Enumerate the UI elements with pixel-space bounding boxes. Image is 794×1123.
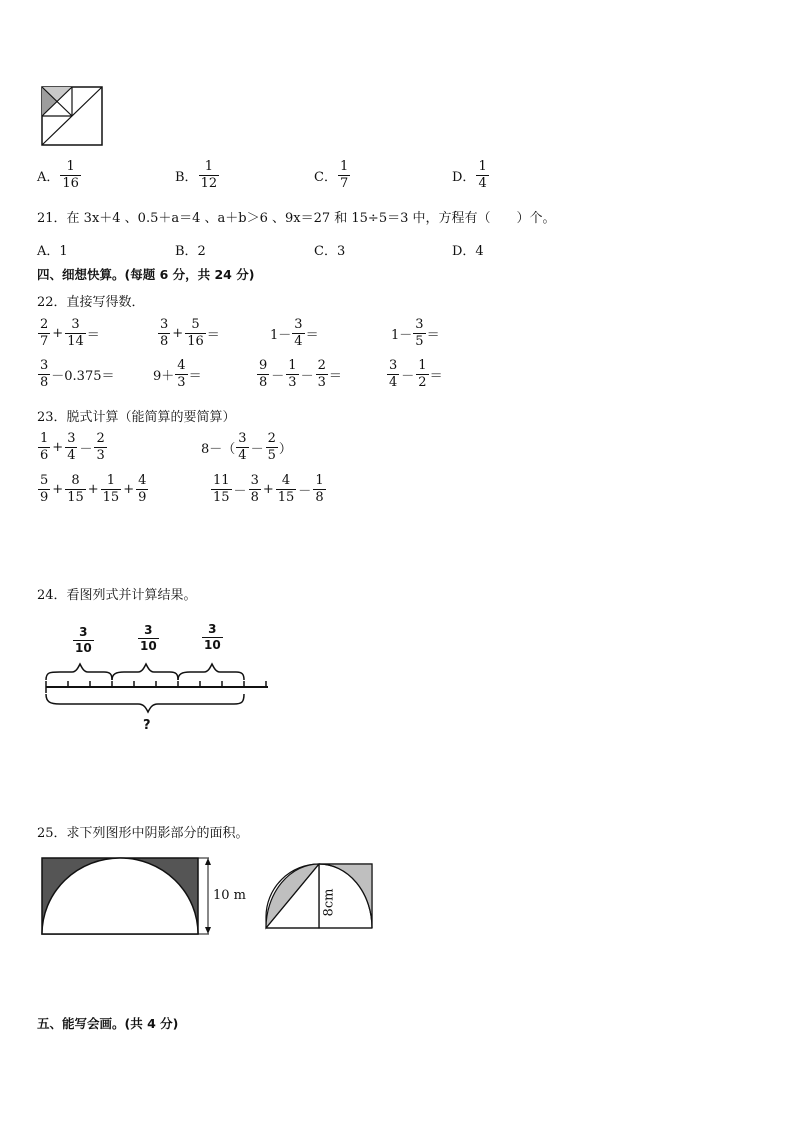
section-5-heading: 五、能写会画。(共 4 分) bbox=[37, 1016, 179, 1031]
q20-option-a: A． $\frac{1}{16}$ bbox=[37, 159, 79, 192]
q25-left-height-label: 10 m bbox=[213, 888, 247, 903]
q23-expression-1: $\frac{1}{6}$ + $\frac{3}{4}$ － $\frac{2}{3}$ bbox=[40, 431, 105, 464]
fraction: $\frac{1}{12}$ bbox=[200, 159, 218, 192]
fraction: $\frac{1}{4}$ bbox=[478, 159, 487, 192]
q20-option-b: B． $\frac{1}{12}$ bbox=[175, 159, 218, 192]
q25-right-figure bbox=[264, 862, 376, 932]
q22-title: 22．直接写得数． bbox=[37, 295, 145, 310]
q21-option-d: D．4 bbox=[452, 244, 484, 259]
section-4-heading: 四、细想快算。(每题 6 分，共 24 分) bbox=[37, 267, 255, 282]
q24-title: 24．看图列式并计算结果。 bbox=[37, 588, 197, 603]
q24-number-line-diagram bbox=[40, 650, 272, 720]
fraction: $\frac{1}{7}$ bbox=[339, 159, 349, 192]
q22-item-6: 9＋ $\frac{4}{3}$ ＝ bbox=[153, 358, 202, 391]
q21-stem: 21．在 3x＋4 、0.5＋a＝4 、a＋b＞6 、9x＝27 和 15÷5＝3 中，方程有（ ）个。 bbox=[37, 211, 556, 226]
q22-item-2: $\frac{3}{8}$ + $\frac{5}{16}$ ＝ bbox=[160, 317, 220, 350]
q21-option-a: A．1 bbox=[37, 244, 68, 259]
q20-option-c: C． $\frac{1}{7}$ bbox=[314, 159, 349, 192]
q23-expression-4: $\frac{11}{15}$ － $\frac{3}{8}$ + $\frac{4}{15}$ － $\frac{1}{8}$ bbox=[213, 473, 324, 506]
q25-right-height-label: 8cm bbox=[321, 888, 337, 917]
q22-item-1: $\frac{2}{7}$ + $\frac{3}{14}$ ＝ bbox=[40, 317, 100, 350]
q24-label-3: $\frac{3}{10}$ bbox=[204, 622, 221, 653]
q23-title: 23．脱式计算（能简算的要简算） bbox=[37, 410, 236, 425]
q25-title: 25．求下列图形中阴影部分的面积。 bbox=[37, 826, 249, 841]
q21-option-b: B．2 bbox=[175, 244, 206, 259]
q23-expression-2: 8－（ $\frac{3}{4}$ － $\frac{2}{5}$ ） bbox=[201, 431, 292, 464]
q20-option-d: D． $\frac{1}{4}$ bbox=[452, 159, 487, 192]
q22-item-4: 1－ $\frac{3}{5}$ ＝ bbox=[391, 317, 440, 350]
q24-label-1: $\frac{3}{10}$ bbox=[75, 625, 92, 656]
q23-expression-3: $\frac{5}{9}$ + $\frac{8}{15}$ + $\frac{1}{15}$ + $\frac{4}{9}$ bbox=[40, 473, 147, 506]
q24-question-mark: ? bbox=[143, 718, 151, 733]
q22-item-5: $\frac{3}{8}$ －0.375＝ bbox=[40, 358, 115, 391]
q21-option-c: C．3 bbox=[314, 244, 346, 259]
q22-item-8: $\frac{3}{4}$ － $\frac{1}{2}$ ＝ bbox=[389, 358, 443, 391]
q25-left-figure bbox=[41, 857, 241, 937]
q22-item-7: $\frac{9}{8}$ － $\frac{1}{3}$ － $\frac{2}{3}$ ＝ bbox=[259, 358, 342, 391]
q22-item-3: 1－ $\frac{3}{4}$ ＝ bbox=[270, 317, 319, 350]
q20-square-figure bbox=[41, 86, 103, 146]
q24-label-2: $\frac{3}{10}$ bbox=[140, 623, 157, 654]
fraction: $\frac{1}{16}$ bbox=[62, 159, 79, 192]
